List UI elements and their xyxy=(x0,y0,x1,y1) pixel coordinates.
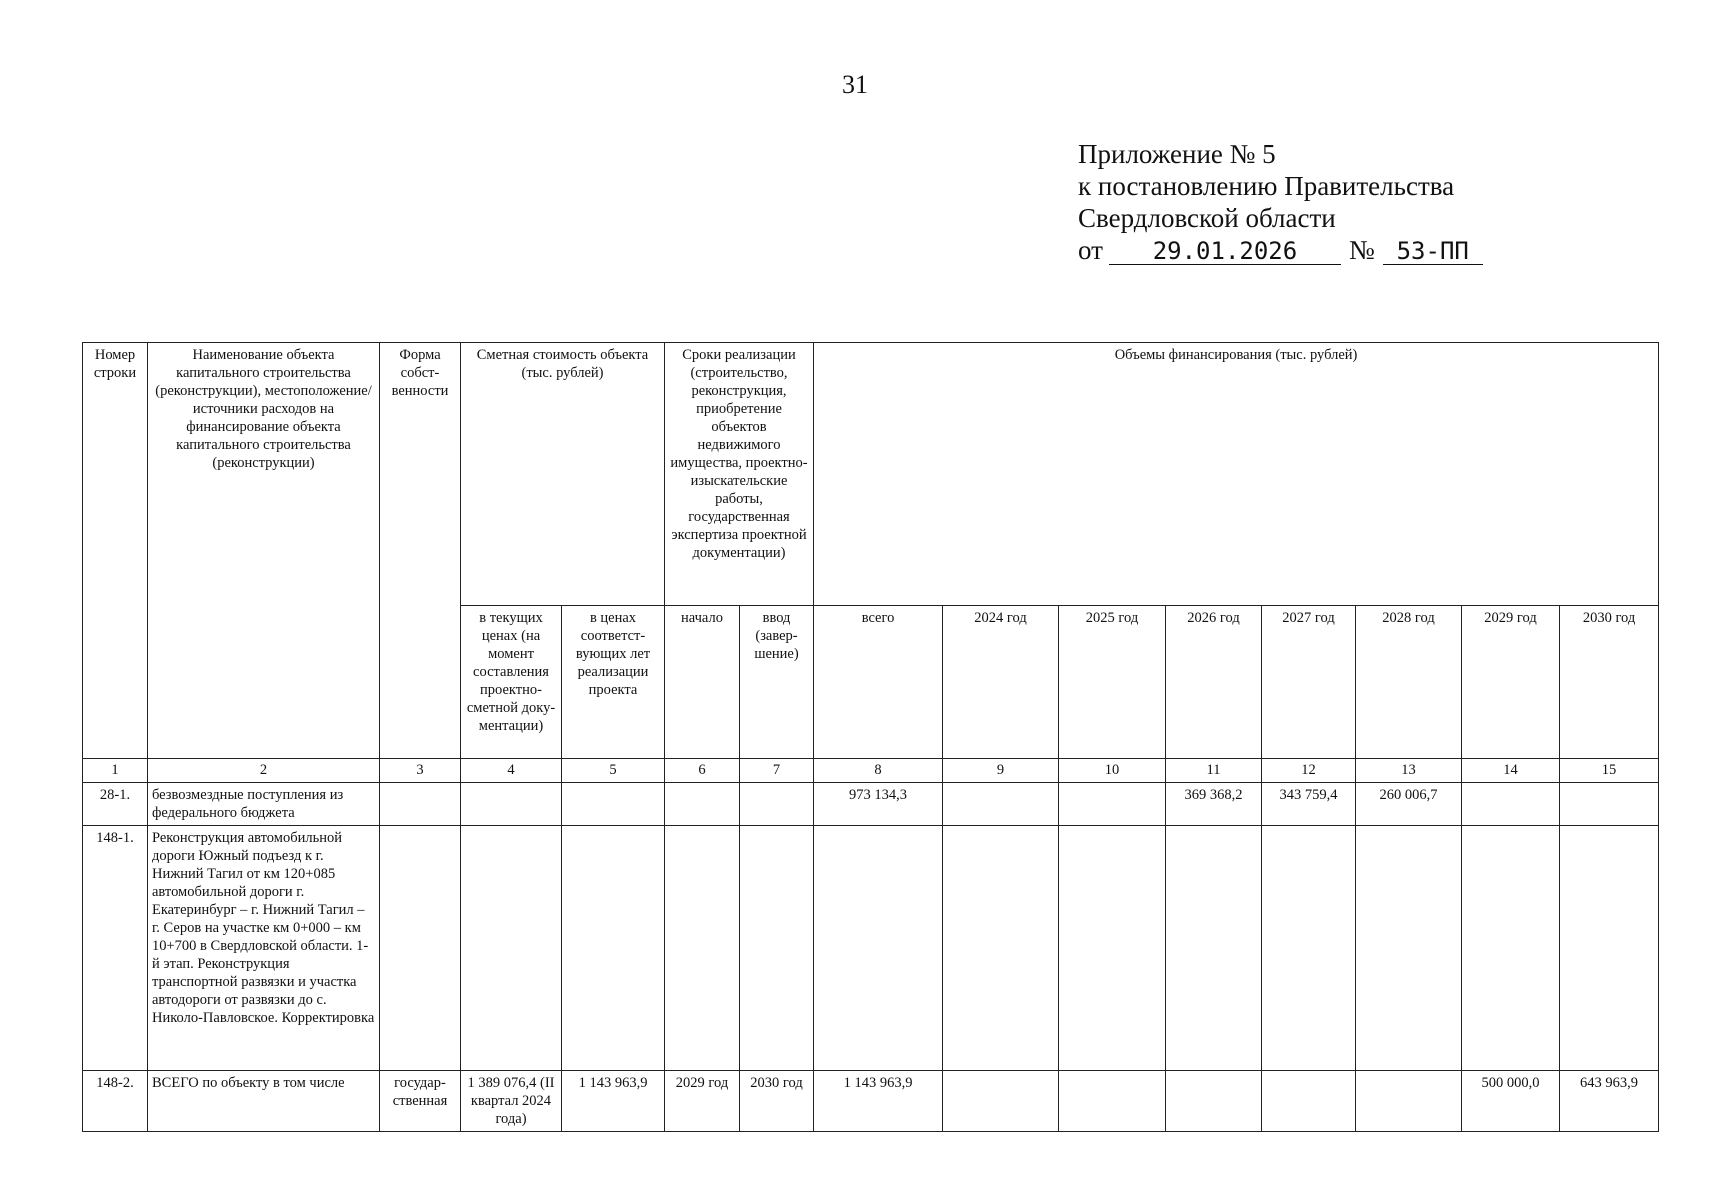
column-number: 8 xyxy=(814,759,943,783)
row-2025 xyxy=(1059,826,1166,1071)
row-2027 xyxy=(1262,826,1356,1071)
row-end xyxy=(740,826,814,1071)
row-2024 xyxy=(943,1071,1059,1132)
header-row-1 xyxy=(83,343,1659,606)
column-number: 5 xyxy=(562,759,665,783)
row-2027: 343 759,4 xyxy=(1262,783,1356,826)
column-number: 15 xyxy=(1560,759,1659,783)
row-estimate-current xyxy=(461,826,562,1071)
column-number: 11 xyxy=(1166,759,1262,783)
header-2024: 2024 год xyxy=(943,606,1059,759)
row-number: 148-1. xyxy=(83,826,148,1071)
row-total xyxy=(814,826,943,1071)
appendix-line-3: Свердловской области xyxy=(1078,203,1336,233)
header-terms: Сроки реализации (строительство, реконструкция, приобретение объектов недвижимого имущества, проектно-изыскательские работы, государственная экспертиза проектной документации) xyxy=(665,343,814,606)
column-number: 1 xyxy=(83,759,148,783)
row-2026: 369 368,2 xyxy=(1166,783,1262,826)
column-number: 6 xyxy=(665,759,740,783)
header-total: всего xyxy=(814,606,943,759)
row-estimate-current: 1 389 076,4 (II квартал 2024 года) xyxy=(461,1071,562,1132)
row-2029 xyxy=(1462,783,1560,826)
row-ownership: государ-ственная xyxy=(380,1071,461,1132)
row-2024 xyxy=(943,826,1059,1071)
row-end xyxy=(740,783,814,826)
header-estimate: Сметная стоимость объекта (тыс. рублей) xyxy=(461,343,665,606)
column-number: 9 xyxy=(943,759,1059,783)
row-total: 1 143 963,9 xyxy=(814,1071,943,1132)
row-number: 28-1. xyxy=(83,783,148,826)
column-number: 14 xyxy=(1462,759,1560,783)
row-total: 973 134,3 xyxy=(814,783,943,826)
row-name: Реконструкция автомобильной дороги Южный подъезд к г. Нижний Тагил от км 120+085 автомобильной дороги г. Екатеринбург – г. Нижний Тагил – г. Серов на участке км 0+000 – км 10+700 в Свердловской области. 1-й этап. Реконструкция транспортной развязки и участка автодороги от развязки до с. Николо-Павловское. Корректировка xyxy=(148,826,380,1071)
row-estimate-years xyxy=(562,783,665,826)
column-number: 4 xyxy=(461,759,562,783)
column-number: 12 xyxy=(1262,759,1356,783)
row-start: 2029 год xyxy=(665,1071,740,1132)
row-start xyxy=(665,826,740,1071)
header-end: ввод (завер-шение) xyxy=(740,606,814,759)
header-2026: 2026 год xyxy=(1166,606,1262,759)
column-number: 7 xyxy=(740,759,814,783)
header-ownership: Форма собст-венности xyxy=(380,343,461,759)
number-label: № xyxy=(1348,235,1375,265)
header-funding: Объемы финансирования (тыс. рублей) xyxy=(814,343,1659,606)
row-ownership xyxy=(380,783,461,826)
row-end: 2030 год xyxy=(740,1071,814,1132)
row-2026 xyxy=(1166,826,1262,1071)
header-2028: 2028 год xyxy=(1356,606,1462,759)
header-row-no: Номер строки xyxy=(83,343,148,759)
row-2028 xyxy=(1356,1071,1462,1132)
row-2028 xyxy=(1356,826,1462,1071)
header-2027: 2027 год xyxy=(1262,606,1356,759)
row-2029: 500 000,0 xyxy=(1462,1071,1560,1132)
resolution-date: 29.01.2026 xyxy=(1109,238,1341,265)
header-2025: 2025 год xyxy=(1059,606,1166,759)
funding-table xyxy=(82,342,1659,1132)
row-2030: 643 963,9 xyxy=(1560,1071,1659,1132)
column-number: 2 xyxy=(148,759,380,783)
appendix-date-line xyxy=(1078,234,1483,266)
row-2030 xyxy=(1560,826,1659,1071)
row-start xyxy=(665,783,740,826)
header-start: начало xyxy=(665,606,740,759)
row-2029 xyxy=(1462,826,1560,1071)
column-number-row xyxy=(83,759,1659,783)
column-number: 13 xyxy=(1356,759,1462,783)
appendix-header xyxy=(1078,138,1483,266)
appendix-title: Приложение № 5 xyxy=(1078,139,1276,169)
header-2029: 2029 год xyxy=(1462,606,1560,759)
row-estimate-years xyxy=(562,826,665,1071)
row-name: безвозмездные поступления из федерального бюджета xyxy=(148,783,380,826)
header-2030: 2030 год xyxy=(1560,606,1659,759)
row-2026 xyxy=(1166,1071,1262,1132)
row-2025 xyxy=(1059,1071,1166,1132)
row-2028: 260 006,7 xyxy=(1356,783,1462,826)
row-number: 148-2. xyxy=(83,1071,148,1132)
table-row xyxy=(83,826,1659,1071)
row-name: ВСЕГО по объекту в том числе xyxy=(148,1071,380,1132)
row-estimate-years: 1 143 963,9 xyxy=(562,1071,665,1132)
row-2024 xyxy=(943,783,1059,826)
header-estimate-years: в ценах соответст-вующих лет реализации проекта xyxy=(562,606,665,759)
column-number: 10 xyxy=(1059,759,1166,783)
resolution-number: 53-ПП xyxy=(1383,238,1483,265)
header-estimate-current: в текущих ценах (на момент составления проектно-сметной доку-ментации) xyxy=(461,606,562,759)
row-ownership xyxy=(380,826,461,1071)
page-number: 31 xyxy=(842,70,868,99)
column-number: 3 xyxy=(380,759,461,783)
row-2030 xyxy=(1560,783,1659,826)
appendix-line-2: к постановлению Правительства xyxy=(1078,171,1455,201)
table-row xyxy=(83,783,1659,826)
header-name: Наименование объекта капитального строительства (реконструкции), местоположение/источники расходов на финансирование объекта капитального строительства (реконструкции) xyxy=(148,343,380,759)
from-label: от xyxy=(1078,235,1103,265)
row-2027 xyxy=(1262,1071,1356,1132)
row-2025 xyxy=(1059,783,1166,826)
row-estimate-current xyxy=(461,783,562,826)
table-row xyxy=(83,1071,1659,1132)
